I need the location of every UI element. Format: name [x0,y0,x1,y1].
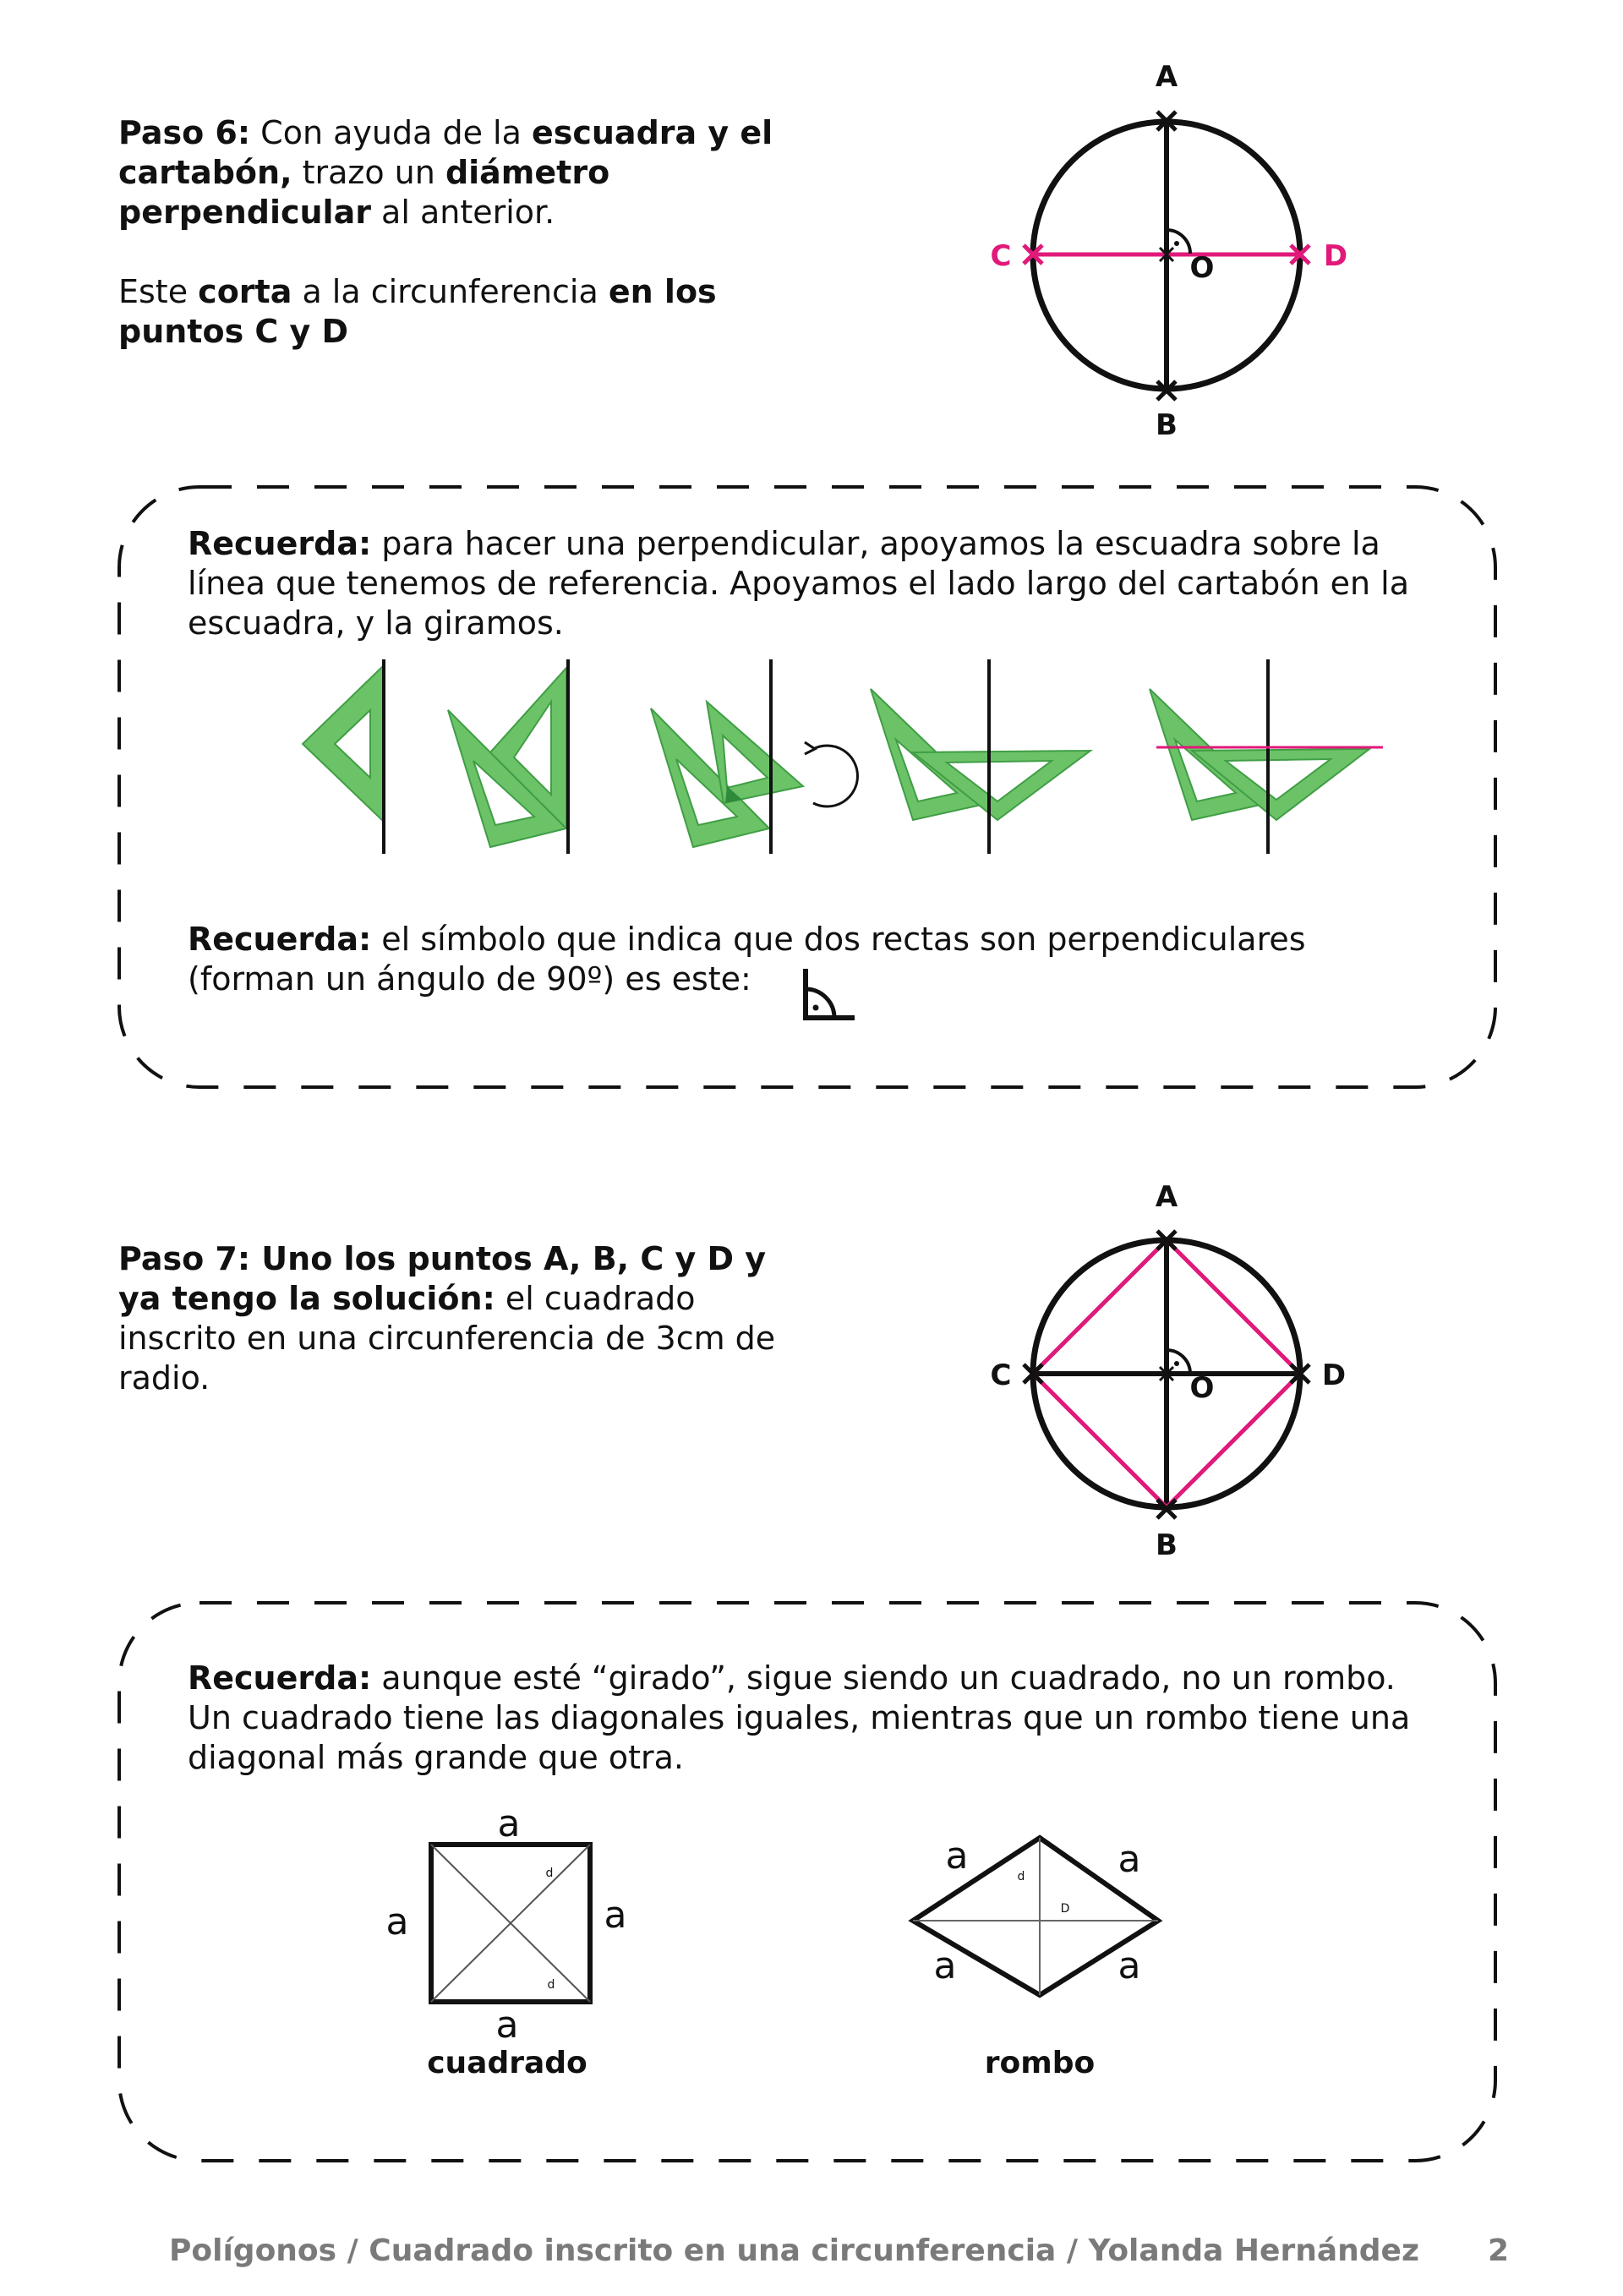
step6-p2-bold-2: en los puntos C y D [118,273,717,350]
stage-2 [448,659,568,854]
step6-paragraph-1 [118,113,795,232]
square-diag-label-2: d [547,1978,555,1992]
step6-p2-text-1: Este [118,273,199,310]
set-square-sequence [296,651,1412,862]
rhombus-side-tl: a [945,1834,969,1878]
stage-4 [871,659,1090,854]
stage-3 [651,659,857,854]
stage-5 [1150,659,1383,854]
rhombus-small-diag-label: d [1017,1870,1025,1883]
remember-2-label: Recuerda: [188,921,372,958]
step6-title: Paso 6: [118,114,251,151]
square-caption: cuadrado [427,2046,587,2080]
step7-body: el cuadrado inscrito en una circunferencia de 3cm de radio. [118,1280,776,1397]
step6-text [118,113,795,352]
rhombus-side-br: a [1118,1944,1141,1987]
square-side-top: a [497,1802,521,1845]
step6-text-3: al anterior. [370,194,555,231]
rhombus-figure [888,1801,1209,2080]
step7-paragraph [118,1239,795,1398]
remember-1-label: Recuerda: [188,525,372,562]
step7-square-figure [964,1171,1369,1577]
label-b: B [1156,1528,1178,1562]
rhombus-caption: rombo [984,2046,1096,2080]
remember-1-text [188,524,1430,643]
page-number: 2 [1488,2233,1510,2268]
square-side-bottom: a [495,2004,519,2047]
label-d: D [1321,1358,1347,1392]
label-b: B [1156,408,1178,442]
footer-text: Polígonos / Cuadrado inscrito en una circunferencia / Yolanda Hernández [169,2233,1419,2268]
remember-3-label: Recuerda: [188,1659,372,1697]
step6-bold-1: escuadra y el cartabón, [118,114,773,191]
label-d: D [1323,239,1348,273]
remember-3-paragraph [188,1659,1430,1778]
step6-text-1: Con ayuda de la [250,114,532,151]
rhombus-side-tr: a [1118,1838,1141,1881]
label-o: O [1189,1371,1215,1405]
label-a: A [1155,1180,1178,1214]
remember-1-paragraph [188,524,1430,643]
square-side-left: a [385,1900,409,1943]
square-diag-label-1: d [545,1867,554,1880]
label-c: C [990,239,1012,273]
remember-3-body: aunque esté “girado”, sigue siendo un cuadrado, no un rombo. Un cuadrado tiene las diagonales iguales, mientras que un rombo tiene una diagonal más grande que otra. [188,1659,1411,1776]
right-angle-dot [1174,241,1179,246]
remember-1-body: para hacer una perpendicular, apoyamos la escuadra sobre la línea que tenemos de referencia. Apoyamos el lado largo del cartabón en la escuadra, y la giramos. [188,525,1410,642]
remember-3-text [188,1659,1430,1778]
right-angle-symbol-icon [799,965,858,1025]
step6-p2-text-2: a la circunferencia [292,273,609,310]
step7-text [118,1239,795,1398]
right-angle-dot [1174,1361,1179,1366]
rhombus-big-diag-label: D [1060,1902,1070,1916]
step6-text-2: trazo un [292,154,445,191]
step6-p2-bold-1: corta [198,273,292,310]
label-a: A [1155,60,1178,94]
step6-bold-2: diámetro perpendicular [118,154,610,231]
step7-bold: Paso 7: Uno los puntos A, B, C y D y ya tengo la solución: [118,1240,767,1317]
step6-circle-figure [964,51,1369,456]
stage-1 [303,659,384,854]
step6-paragraph-2 [118,272,795,352]
label-o: O [1189,251,1215,285]
label-c: C [990,1358,1012,1392]
square-figure [363,1801,668,2080]
remember-2-body: el símbolo que indica que dos rectas son perpendiculares (forman un ángulo de 90º) es este: [188,921,1306,998]
rhombus-side-bl: a [933,1944,957,1987]
square-side-right: a [604,1894,627,1937]
